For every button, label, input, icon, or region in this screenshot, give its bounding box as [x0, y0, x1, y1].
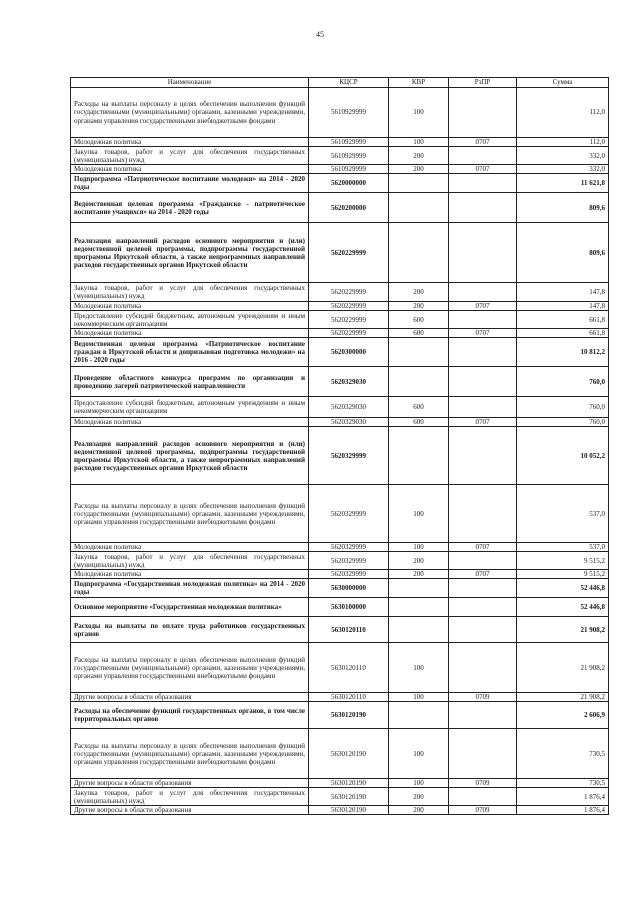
cell-kvr — [389, 174, 449, 193]
header-kcsr: КЦСР — [309, 78, 389, 88]
cell-name: Молодежная политика — [71, 138, 309, 147]
cell-kcsr: 5620329030 — [309, 367, 389, 397]
cell-sum: 21 908,2 — [517, 693, 609, 702]
cell-name: Реализация направлений расходов основного мероприятия и (или) ведомственной целевой программы, подпрограммы государственной программы Иркутской области, а также непрограммных направлений расходов государственных органов Иркутской области — [71, 223, 309, 283]
table-row — [71, 418, 609, 427]
cell-rzpr: 0709 — [449, 806, 517, 815]
cell-kcsr: 5630120190 — [309, 788, 389, 806]
cell-sum: 809,6 — [517, 223, 609, 283]
cell-sum: 10 052,2 — [517, 427, 609, 485]
cell-sum: 537,0 — [517, 485, 609, 543]
cell-kvr — [389, 193, 449, 223]
cell-kvr — [389, 427, 449, 485]
cell-rzpr — [449, 283, 517, 302]
cell-kvr: 100 — [389, 543, 449, 552]
cell-sum: 760,0 — [517, 418, 609, 427]
table-header-row — [71, 78, 609, 88]
cell-kvr: 100 — [389, 485, 449, 543]
cell-kcsr: 5610929999 — [309, 165, 389, 174]
cell-rzpr: 0709 — [449, 693, 517, 702]
cell-name: Молодежная политика — [71, 570, 309, 579]
table-row — [71, 806, 609, 815]
cell-kvr — [389, 579, 449, 598]
cell-name: Основное мероприятие «Государственная молодежная политика» — [71, 598, 309, 617]
cell-kcsr: 5620329999 — [309, 570, 389, 579]
cell-sum: 9 515,2 — [517, 552, 609, 570]
cell-kvr: 200 — [389, 552, 449, 570]
header-rzpr: РзПР — [449, 78, 517, 88]
budget-table — [70, 77, 609, 815]
cell-rzpr — [449, 397, 517, 418]
cell-name: Расходы на выплаты персоналу в целях обеспечения выполнения функций государственными (муниципальными) органами, казенными учреждениями, органами управления государственными внебюджетными фондами — [71, 88, 309, 138]
cell-name: Другие вопросы в области образования — [71, 693, 309, 702]
cell-kcsr: 5610929999 — [309, 88, 389, 138]
cell-kcsr: 5630000000 — [309, 579, 389, 598]
cell-kvr: 200 — [389, 147, 449, 165]
cell-rzpr — [449, 702, 517, 729]
table-row — [71, 138, 609, 147]
cell-rzpr — [449, 729, 517, 779]
cell-sum: 52 446,8 — [517, 598, 609, 617]
cell-kcsr: 5620229999 — [309, 311, 389, 329]
cell-rzpr: 0707 — [449, 302, 517, 311]
cell-name: Расходы на выплаты персоналу в целях обеспечения выполнения функций государственными (муниципальными) органами, казенными учреждениями, органами управления государственными внебюджетными фондами — [71, 729, 309, 779]
cell-kvr: 100 — [389, 643, 449, 693]
cell-kcsr: 5620229999 — [309, 283, 389, 302]
cell-kcsr: 5620229999 — [309, 302, 389, 311]
cell-sum: 21 908,2 — [517, 643, 609, 693]
cell-kvr: 600 — [389, 329, 449, 338]
cell-name: Другие вопросы в области образования — [71, 779, 309, 788]
cell-rzpr — [449, 174, 517, 193]
table-row — [71, 283, 609, 302]
table-row — [71, 788, 609, 806]
cell-sum: 1 876,4 — [517, 806, 609, 815]
cell-name: Молодежная политика — [71, 329, 309, 338]
cell-name: Предоставление субсидий бюджетным, автономным учреждениям и иным некоммерческим организациям — [71, 397, 309, 418]
table-body — [71, 88, 609, 815]
cell-name: Закупка товаров, работ и услуг для обеспечения государственных (муниципальных) нужд — [71, 552, 309, 570]
table-row — [71, 570, 609, 579]
cell-rzpr — [449, 367, 517, 397]
cell-rzpr: 0707 — [449, 165, 517, 174]
cell-name: Реализация направлений расходов основного мероприятия и (или) ведомственной целевой программы, подпрограммы государственной программы Иркутской области, а также непрограммных направлений расходов государственных органов Иркутской области — [71, 427, 309, 485]
cell-name: Ведомственная целевая программа «Патриотическое воспитание граждан в Иркутской области и допризывная подготовка молодежи» на 2016 - 2020 годы — [71, 338, 309, 367]
cell-kvr: 600 — [389, 418, 449, 427]
cell-name: Предоставление субсидий бюджетным, автономным учреждениям и иным некоммерческим организациям — [71, 311, 309, 329]
cell-kcsr: 5620229999 — [309, 329, 389, 338]
cell-kvr: 200 — [389, 806, 449, 815]
cell-name: Расходы на обеспечение функций государственных органов, в том числе территориальных органов — [71, 702, 309, 729]
cell-name: Молодежная политика — [71, 418, 309, 427]
table-row — [71, 311, 609, 329]
cell-kcsr: 5620329999 — [309, 427, 389, 485]
table-row — [71, 485, 609, 543]
cell-kcsr: 5620000000 — [309, 174, 389, 193]
cell-sum: 10 812,2 — [517, 338, 609, 367]
table-row — [71, 165, 609, 174]
table-row — [71, 702, 609, 729]
cell-kcsr: 5620329030 — [309, 418, 389, 427]
cell-rzpr: 0707 — [449, 329, 517, 338]
table-row — [71, 427, 609, 485]
cell-kvr: 100 — [389, 779, 449, 788]
cell-name: Молодежная политика — [71, 302, 309, 311]
table-row — [71, 193, 609, 223]
cell-rzpr — [449, 617, 517, 643]
cell-name: Расходы на выплаты персоналу в целях обеспечения выполнения функций государственными (муниципальными) органами, казенными учреждениями, органами управления государственными внебюджетными фондами — [71, 643, 309, 693]
table-row — [71, 174, 609, 193]
cell-name: Подпрограмма «Патриотическое воспитание молодежи» на 2014 - 2020 годы — [71, 174, 309, 193]
cell-kcsr: 5620200000 — [309, 193, 389, 223]
header-sum: Сумма — [517, 78, 609, 88]
cell-rzpr — [449, 788, 517, 806]
cell-name: Проведение областного конкурса программ по организации и проведению лагерей патриотической направленности — [71, 367, 309, 397]
table-row — [71, 397, 609, 418]
cell-rzpr — [449, 598, 517, 617]
cell-kcsr: 5620229999 — [309, 223, 389, 283]
cell-sum: 661,8 — [517, 329, 609, 338]
cell-kcsr: 5610929999 — [309, 147, 389, 165]
header-kvr: КВР — [389, 78, 449, 88]
cell-rzpr: 0707 — [449, 543, 517, 552]
cell-kcsr: 5630120190 — [309, 806, 389, 815]
table-row — [71, 543, 609, 552]
cell-kcsr: 5630120110 — [309, 617, 389, 643]
cell-rzpr — [449, 427, 517, 485]
cell-rzpr — [449, 147, 517, 165]
cell-name: Молодежная политика — [71, 165, 309, 174]
cell-name: Закупка товаров, работ и услуг для обеспечения государственных (муниципальных) нужд — [71, 283, 309, 302]
cell-rzpr: 0707 — [449, 138, 517, 147]
cell-kcsr: 5620300000 — [309, 338, 389, 367]
table-row — [71, 729, 609, 779]
cell-rzpr — [449, 579, 517, 598]
cell-kvr: 100 — [389, 138, 449, 147]
table-row — [71, 329, 609, 338]
table-row — [71, 779, 609, 788]
cell-kvr — [389, 338, 449, 367]
cell-rzpr — [449, 552, 517, 570]
cell-sum: 21 908,2 — [517, 617, 609, 643]
cell-name: Другие вопросы в области образования — [71, 806, 309, 815]
cell-sum: 1 876,4 — [517, 788, 609, 806]
cell-kvr: 200 — [389, 165, 449, 174]
cell-sum: 809,6 — [517, 193, 609, 223]
table-row — [71, 223, 609, 283]
cell-name: Расходы на выплаты персоналу в целях обеспечения выполнения функций государственными (муниципальными) органами, казенными учреждениями, органами управления государственными внебюджетными фондами — [71, 485, 309, 543]
cell-sum: 112,0 — [517, 138, 609, 147]
cell-rzpr — [449, 88, 517, 138]
cell-sum: 661,8 — [517, 311, 609, 329]
table-row — [71, 617, 609, 643]
cell-rzpr — [449, 223, 517, 283]
cell-kvr — [389, 367, 449, 397]
cell-name: Закупка товаров, работ и услуг для обеспечения государственных (муниципальных) нужд — [71, 788, 309, 806]
cell-name: Расходы на выплаты по оплате труда работников государственных органов — [71, 617, 309, 643]
cell-kvr: 600 — [389, 397, 449, 418]
cell-kvr — [389, 702, 449, 729]
table-row — [71, 338, 609, 367]
cell-kvr: 200 — [389, 788, 449, 806]
cell-kcsr: 5630100000 — [309, 598, 389, 617]
cell-kvr: 600 — [389, 311, 449, 329]
header-name: Наименование — [71, 78, 309, 88]
cell-sum: 730,5 — [517, 729, 609, 779]
cell-kcsr: 5620329999 — [309, 543, 389, 552]
cell-name: Молодежная политика — [71, 543, 309, 552]
table-row — [71, 88, 609, 138]
cell-name: Подпрограмма «Государственная молодежная политика» на 2014 - 2020 годы — [71, 579, 309, 598]
cell-rzpr: 0709 — [449, 779, 517, 788]
cell-sum: 2 606,9 — [517, 702, 609, 729]
table-row — [71, 367, 609, 397]
cell-sum: 537,0 — [517, 543, 609, 552]
table-row — [71, 579, 609, 598]
cell-sum: 9 515,2 — [517, 570, 609, 579]
cell-kvr: 100 — [389, 88, 449, 138]
cell-kvr: 200 — [389, 570, 449, 579]
cell-kvr: 100 — [389, 693, 449, 702]
cell-sum: 760,0 — [517, 397, 609, 418]
cell-sum: 730,5 — [517, 779, 609, 788]
cell-kvr — [389, 598, 449, 617]
table-row — [71, 693, 609, 702]
cell-name: Ведомственная целевая программа «Гражданско - патриотическое воспитание учащихся» на 2014 - 2020 годы — [71, 193, 309, 223]
cell-name: Закупка товаров, работ и услуг для обеспечения государственных (муниципальных) нужд — [71, 147, 309, 165]
cell-rzpr — [449, 338, 517, 367]
cell-sum: 147,8 — [517, 283, 609, 302]
cell-kcsr: 5620329030 — [309, 397, 389, 418]
cell-kcsr: 5630120110 — [309, 693, 389, 702]
cell-kcsr: 5630120190 — [309, 729, 389, 779]
cell-rzpr — [449, 311, 517, 329]
cell-sum: 332,0 — [517, 147, 609, 165]
cell-sum: 760,0 — [517, 367, 609, 397]
table-row — [71, 643, 609, 693]
cell-kvr — [389, 617, 449, 643]
table-row — [71, 302, 609, 311]
cell-kvr — [389, 223, 449, 283]
cell-sum: 112,0 — [517, 88, 609, 138]
cell-rzpr — [449, 485, 517, 543]
table-row — [71, 598, 609, 617]
cell-rzpr: 0707 — [449, 570, 517, 579]
cell-sum: 147,8 — [517, 302, 609, 311]
cell-kvr: 200 — [389, 283, 449, 302]
cell-rzpr: 0707 — [449, 418, 517, 427]
cell-kcsr: 5630120190 — [309, 702, 389, 729]
cell-sum: 52 446,8 — [517, 579, 609, 598]
table-row — [71, 147, 609, 165]
cell-kcsr: 5630120110 — [309, 643, 389, 693]
cell-rzpr — [449, 643, 517, 693]
table-row — [71, 552, 609, 570]
page-number: 45 — [316, 30, 324, 39]
cell-kcsr: 5620329999 — [309, 552, 389, 570]
cell-kvr: 100 — [389, 729, 449, 779]
cell-kvr: 200 — [389, 302, 449, 311]
cell-kcsr: 5630120190 — [309, 779, 389, 788]
cell-rzpr — [449, 193, 517, 223]
cell-kcsr: 5620329999 — [309, 485, 389, 543]
cell-sum: 332,0 — [517, 165, 609, 174]
cell-kcsr: 5610929999 — [309, 138, 389, 147]
cell-sum: 11 621,8 — [517, 174, 609, 193]
